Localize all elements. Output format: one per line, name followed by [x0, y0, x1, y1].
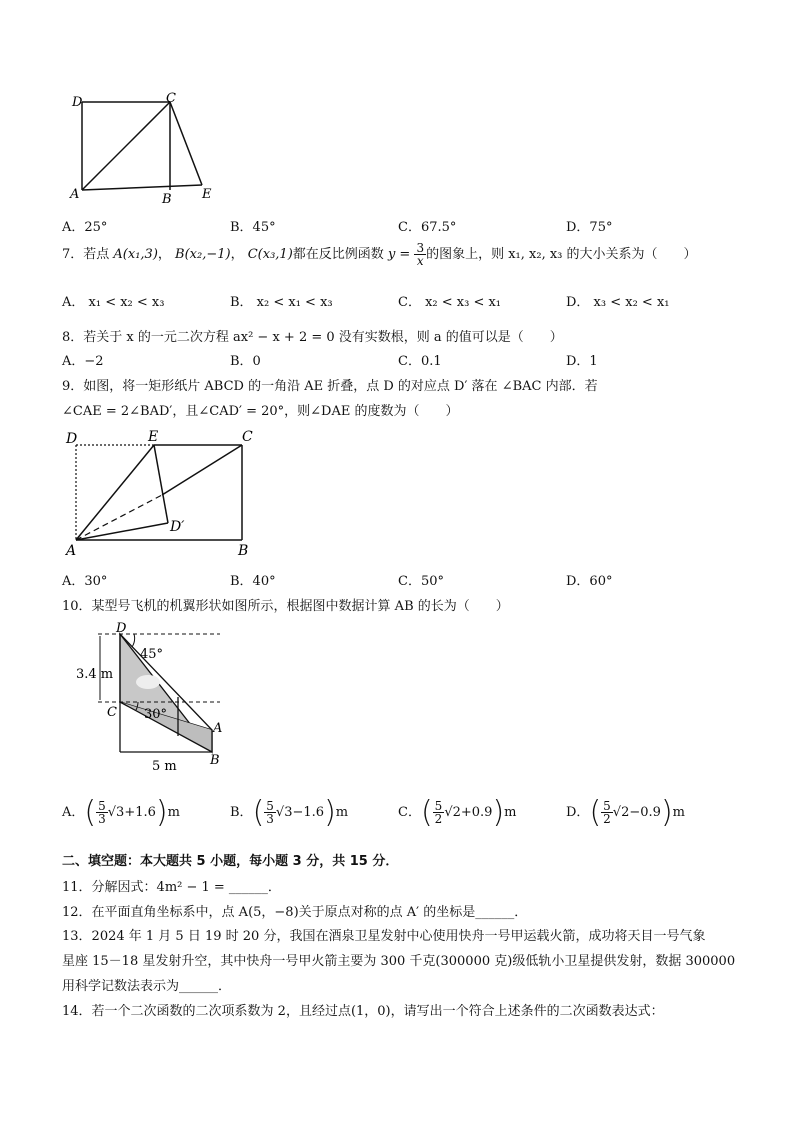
q7-suffix: 的图象上，则 x₁, x₂, x₃ 的大小关系为（ ） [426, 247, 697, 262]
q6-option-a: A．25° [62, 220, 108, 235]
question-13-line3: 用科学记数法表示为______． [62, 979, 232, 994]
question-13-line1: 13．2024 年 1 月 5 日 19 时 20 分，我国在酒泉卫星发射中心使用快舟一号甲运载火箭，成功将天目一号气象 [62, 929, 706, 944]
width-label: 5 m [152, 759, 177, 774]
q9-option-d: D．60° [566, 574, 613, 589]
q7-prefix: 7．若点 [62, 247, 110, 262]
q6-option-b: B．45° [230, 220, 276, 235]
label-A: A [70, 187, 80, 202]
label-B: B [210, 753, 220, 768]
q7-option-a: A． x₁ < x₂ < x₃ [62, 295, 165, 310]
section-2-heading: 二、填空题：本大题共 5 小题，每小题 3 分，共 15 分． [62, 854, 399, 869]
q8-option-c: C．0.1 [398, 354, 442, 369]
q9-option-b: B．40° [230, 574, 276, 589]
label-E: E [202, 187, 212, 202]
label-D: D [72, 95, 83, 110]
label-B: B [238, 543, 249, 559]
question-11: 11．分解因式：4m² − 1 = ______． [62, 880, 281, 895]
q9-option-a: A．30° [62, 574, 108, 589]
question-14: 14．若一个二次函数的二次项系数为 2，且经过点(1，0)，请写出一个符合上述条件的二次函数表达式： [62, 1004, 664, 1019]
q7-point-b: B(x₂,−1) [175, 247, 231, 262]
question-10: 10．某型号飞机的机翼形状如图所示，根据图中数据计算 AB 的长为（ ） [62, 599, 509, 614]
figure-q10 [70, 622, 240, 777]
question-7: 7．若点 A(x₁,3)， B(x₂,−1)， C(x₃,1)都在反比例函数 y = $\frac{3}{x}$ 的图象上，则 x₁, x₂, x₃ 的大小关系为（ ） [62, 241, 697, 268]
q7-option-c: C． x₂ < x₃ < x₁ [398, 295, 502, 310]
angle-45: 45° [140, 647, 164, 662]
q7-option-b: B． x₂ < x₁ < x₃ [230, 295, 333, 310]
q7-point-c: C(x₃,1) [247, 247, 293, 262]
label-A: A [66, 543, 77, 559]
question-8: 8．若关于 x 的一元二次方程 ax² − x + 2 = 0 没有实数根，则 a 的值可以是（ ） [62, 330, 563, 345]
question-12: 12．在平面直角坐标系中，点 A(5，−8)关于原点对称的点 A′ 的坐标是______． [62, 905, 528, 920]
question-13-line2: 星座 15－18 星发射升空，其中快舟一号甲火箭主要为 300 千克(300000 克)级低轨小卫星提供发射，数据 300000 [62, 954, 736, 969]
q7-point-a: A(x₁,3) [113, 247, 158, 262]
label-E: E [148, 429, 159, 445]
q7-option-d: D． x₃ < x₂ < x₁ [566, 295, 670, 310]
q6-option-c: C．67.5° [398, 220, 457, 235]
question-9-line1: 9．如图，将一矩形纸片 ABCD 的一角沿 AE 折叠，点 D 的对应点 D′ 落在 ∠BAC 内部．若 [62, 379, 598, 394]
q8-option-d: D．1 [566, 354, 598, 369]
q8-option-b: B．0 [230, 354, 261, 369]
q6-option-d: D．75° [566, 220, 613, 235]
q9-option-c: C．50° [398, 574, 444, 589]
label-C: C [242, 429, 253, 445]
q8-option-a: A．−2 [62, 354, 104, 369]
q7-y-eq: y = [387, 247, 411, 262]
angle-30: 30° [144, 707, 168, 722]
question-9-line2: ∠CAE = 2∠BAD′，且∠CAD′ = 20°，则∠DAE 的度数为（ ） [62, 404, 459, 419]
label-C: C [166, 91, 176, 106]
q10-option-c: C．( $\frac{5}{2}$ √2+0.9)m [398, 795, 517, 830]
label-D-prime: D′ [170, 519, 185, 535]
label-A: A [213, 721, 223, 736]
label-C: C [107, 705, 117, 720]
q7-mid: 都在反比例函数 [292, 247, 384, 262]
label-B: B [162, 192, 172, 207]
q10-option-a: A．( $\frac{5}{3}$ √3+1.6)m [62, 795, 180, 830]
figure-q6 [62, 90, 232, 210]
height-label: 3.4 m [76, 667, 114, 682]
label-D: D [66, 431, 78, 447]
figure-q9 [62, 425, 272, 560]
q10-option-d: D．( $\frac{5}{2}$ √2−0.9)m [566, 795, 685, 830]
q10-option-b: B．( $\frac{5}{3}$ √3−1.6)m [230, 795, 349, 830]
q7-fraction: $\frac{3}{x}$ [416, 241, 425, 268]
label-D: D [116, 622, 127, 636]
